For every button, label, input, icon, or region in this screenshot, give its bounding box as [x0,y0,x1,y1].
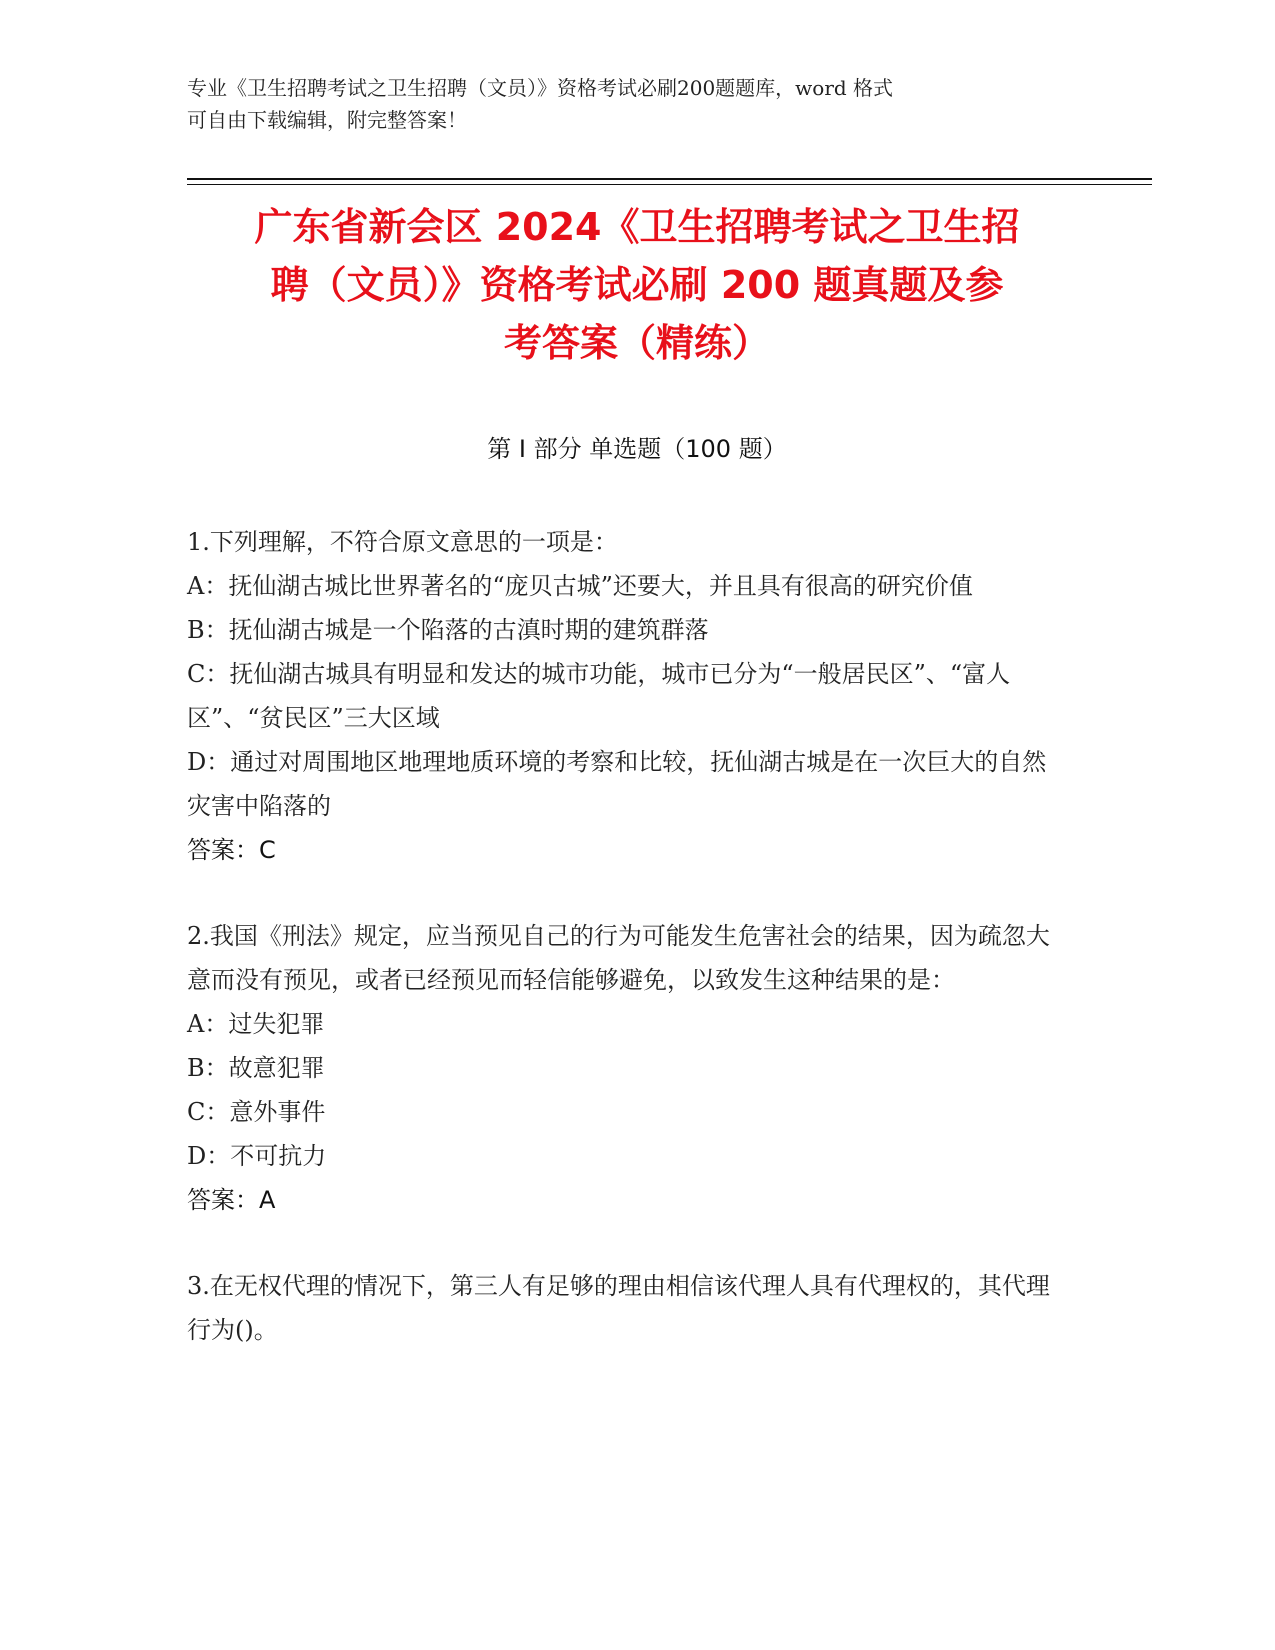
option-b: B：抚仙湖古城是一个陷落的古滇时期的建筑群落 [187,616,709,644]
document-title-line-1: 广东省新会区 2024《卫生招聘考试之卫生招 [254,205,1020,249]
document-title-line-3: 考答案（精练） [503,321,770,365]
question-text: 3.在无权代理的情况下，第三人有足够的理由相信该代理人具有代理权的，其代理行为()。 [187,1272,1050,1344]
question-2 [187,914,1067,1222]
header-note-line-2: 可自由下载编辑，附完整答案！ [187,108,467,132]
question-1 [187,520,1067,872]
question-list [187,520,1067,1394]
document-title-line-2: 聘（文员）》资格考试必刷 200 题真题及参 [270,263,1004,307]
option-a: A：抚仙湖古城比世界著名的“庞贝古城”还要大，并且具有很高的研究价值 [187,572,973,600]
option-d: D：不可抗力 [187,1142,327,1170]
section-title: 第 I 部分 单选题（100 题） [487,435,787,463]
question-3 [187,1264,1067,1352]
header-note-line-1: 专业《卫生招聘考试之卫生招聘（文员）》资格考试必刷200题题库，word 格式 [187,76,894,100]
question-text: 2.我国《刑法》规定，应当预见自己的行为可能发生危害社会的结果，因为疏忽大意而没有预见，或者已经预见而轻信能够避免，以致发生这种结果的是： [187,922,1050,994]
document-title [187,198,1087,372]
header-note [187,72,1077,136]
option-b: B：故意犯罪 [187,1054,325,1082]
header-divider-thick [187,178,1152,180]
option-c: C：意外事件 [187,1098,326,1126]
option-a: A：过失犯罪 [187,1010,325,1038]
option-d: D：通过对周围地区地理地质环境的考察和比较，抚仙湖古城是在一次巨大的自然灾害中陷落的 [187,748,1047,820]
answer: 答案：A [187,1186,276,1214]
question-text: 1.下列理解，不符合原文意思的一项是： [187,528,618,556]
header-divider-thin [187,184,1152,185]
option-c: C：抚仙湖古城具有明显和发达的城市功能，城市已分为“一般居民区”、“富人区”、“贫民区”三大区域 [187,660,1011,732]
answer: 答案：C [187,836,276,864]
